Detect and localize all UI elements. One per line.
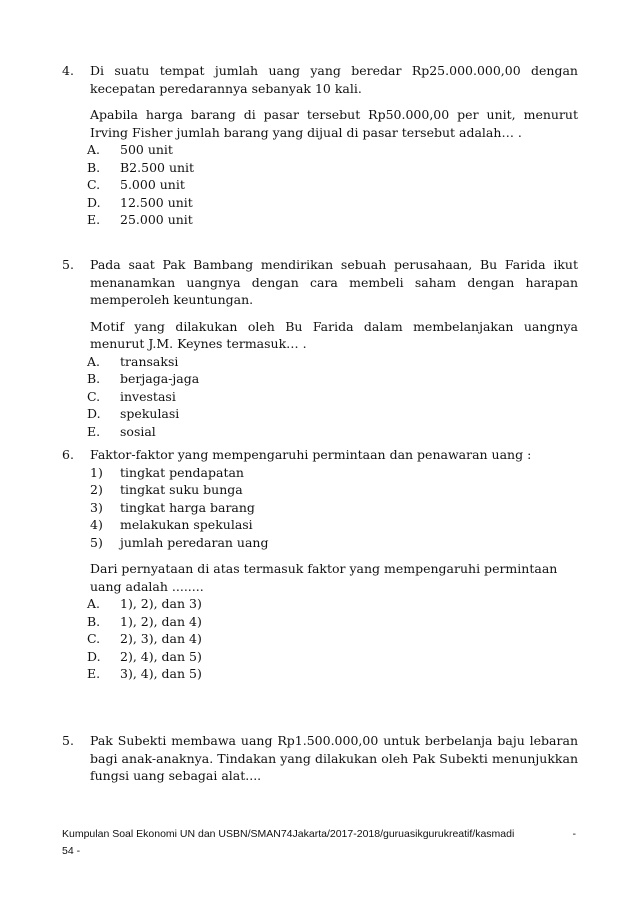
- footer-text: Kumpulan Soal Ekonomi UN dan USBN/SMAN74Jakarta/2017-2018/guruasikgurukreatif/kasmadi: [62, 828, 515, 840]
- question-text: Dari pernyataan di atas termasuk faktor yang mempengaruhi permintaan uang adalah ........: [90, 561, 558, 594]
- question-number: 6.: [62, 447, 74, 462]
- question-text: Apabila harga barang di pasar tersebut Rp50.000,00 per unit, menurut Irving Fisher jumlah barang yang dijual di pasar tersebut adalah… .: [90, 107, 578, 140]
- question-stem: Di suatu tempat jumlah uang yang beredar Rp25.000.000,00 dengan kecepatan peredarannya sebanyak 10 kali.: [90, 63, 578, 96]
- statement-3: 3) tingkat harga barang: [90, 499, 255, 515]
- question-4: [62, 62, 578, 229]
- question-stem: Pada saat Pak Bambang mendirikan sebuah perusahaan, Bu Farida ikut menanamkan uangnya dengan cara membeli saham dengan harapan memperoleh keuntungan.: [90, 257, 578, 307]
- question-stem: Pak Subekti membawa uang Rp1.500.000,00 untuk berbelanja baju lebaran bagi anak-anaknya. Tindakan yang dilakukan oleh Pak Subekti menunjukkan fungsi uang sebagai alat....: [90, 733, 578, 783]
- footer-dash: -: [572, 828, 576, 840]
- option-b: B. B2.500 unit: [87, 159, 195, 175]
- option-a: A. 500 unit: [87, 142, 173, 157]
- question-6: [62, 446, 578, 683]
- question-5-second: [62, 732, 578, 785]
- question-text: Motif yang dilakukan oleh Bu Farida dalam membelanjakan uangnya menurut J.M. Keynes termasuk… .: [90, 318, 578, 351]
- option-e: E. sosial: [87, 423, 156, 439]
- option-d: D. 2), 4), dan 5): [87, 648, 202, 664]
- option-e: E. 3), 4), dan 5): [87, 666, 202, 681]
- question-stem: Faktor-faktor yang mempengaruhi permintaan dan penawaran uang :: [90, 447, 532, 462]
- page-number: 54 -: [62, 845, 81, 857]
- option-a: A. transaksi: [87, 353, 179, 369]
- page-footer: [62, 826, 582, 860]
- statement-5: 5) jumlah peredaran uang: [90, 534, 269, 550]
- option-b: B. 1), 2), dan 4): [87, 613, 202, 629]
- question-5: [62, 256, 578, 440]
- option-e: E. 25.000 unit: [87, 212, 193, 227]
- option-d: D. 12.500 unit: [87, 194, 193, 210]
- statement-4: 4) melakukan spekulasi: [90, 517, 253, 532]
- option-c: C. investasi: [87, 388, 176, 404]
- option-c: C. 5.000 unit: [87, 177, 185, 192]
- option-a: A. 1), 2), dan 3): [87, 596, 202, 611]
- question-number: 5.: [62, 257, 74, 272]
- option-c: C. 2), 3), dan 4): [87, 631, 202, 646]
- question-number: 5.: [62, 733, 74, 748]
- option-d: D. spekulasi: [87, 406, 180, 421]
- question-number: 4.: [62, 63, 74, 78]
- option-b: B. berjaga-jaga: [87, 371, 200, 386]
- statement-1: 1) tingkat pendapatan: [90, 464, 244, 480]
- statement-2: 2) tingkat suku bunga: [90, 482, 243, 497]
